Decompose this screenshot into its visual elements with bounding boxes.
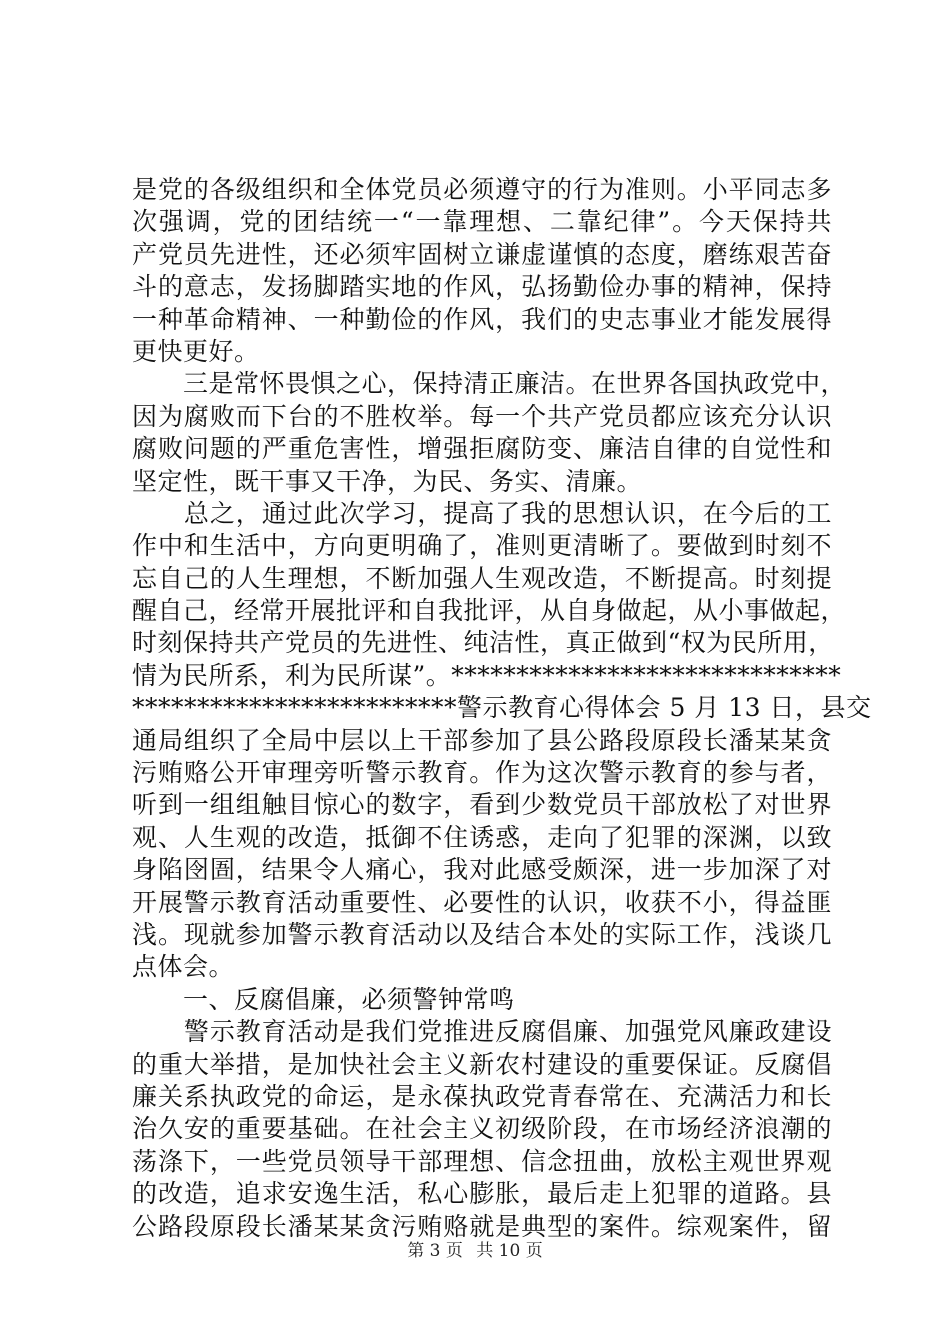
text-line: 时刻保持共产党员的先进性、纯洁性，真正做到“权为民所用， (132, 628, 834, 658)
text-line: 三是常怀畏惧之心，保持清正廉洁。在世界各国执政党中， (132, 369, 847, 399)
text-line: 听到一组组触目惊心的数字，看到少数党员干部放松了对世界 (132, 790, 832, 820)
text-line: 开展警示教育活动重要性、必要性的认识，收获不小，得益匪 (132, 887, 832, 917)
text-line: 忘自己的人生理想，不断加强人生观改造，不断提高。时刻提 (132, 563, 832, 593)
text-line: 通局组织了全局中层以上干部参加了县公路段原段长潘某某贪 (132, 725, 832, 755)
text-line: 产党员先进性，还必须牢固树立谦虚谨慎的态度，磨练艰苦奋 (132, 239, 832, 269)
text-line: 荡涤下，一些党员领导干部理想、信念扭曲，放松主观世界观 (132, 1146, 832, 1176)
text-line: 坚定性，既干事又干净，为民、务实、清廉。 (132, 466, 643, 496)
text-line: 观、人生观的改造，抵御不住诱惑，走向了犯罪的深渊，以致 (132, 822, 832, 852)
text-line: 的改造，追求安逸生活，私心膨胀，最后走上犯罪的道路。县 (132, 1179, 832, 1209)
text-line: 是党的各级组织和全体党员必须遵守的行为准则。小平同志多 (132, 175, 832, 204)
text-line: 公路段原段长潘某某贪污贿赂就是典型的案件。综观案件，留 (132, 1211, 832, 1241)
text-line: 腐败问题的严重危害性，增强拒腐防变、廉洁自律的自觉性和 (132, 434, 832, 464)
text-line: 更快更好。 (132, 336, 260, 366)
text-line: 醒自己，经常开展批评和自我批评，从自身做起，从小事做起， (132, 596, 847, 626)
text-line: 一种革命精神、一种勤俭的作风，我们的史志事业才能发展得 (132, 304, 832, 334)
page-number: 第 3 页 (407, 1241, 463, 1261)
text-line: 警示教育活动是我们党推进反腐倡廉、加强党风廉政建设 (132, 1017, 832, 1047)
text-line: 斗的意志，发扬脚踏实地的作风，弘扬勤俭办事的精神，保持 (132, 272, 832, 302)
text-line: 因为腐败而下台的不胜枚举。每一个共产党员都应该充分认识 (132, 401, 832, 431)
text-line: 廉关系执政党的命运，是永葆执政党青春常在、充满活力和长 (132, 1081, 832, 1111)
page-footer (0, 1240, 950, 1262)
text-line: 污贿赂公开审理旁听警示教育。作为这次警示教育的参与者， (132, 758, 832, 788)
text-line: 情为民所系，利为民所谋”。****************************** (132, 660, 842, 690)
text-line: 总之，通过此次学习，提高了我的思想认识，在今后的工 (132, 498, 832, 528)
text-line: 身陷囹圄，结果令人痛心，我对此感受颇深，进一步加深了对 (132, 855, 832, 885)
text-line: 浅。现就参加警示教育活动以及结合本处的实际工作，浅谈几 (132, 919, 832, 949)
text-line: *************************警示教育心得体会 5 月 13 日，县交 (132, 693, 872, 723)
text-line: 点体会。 (132, 952, 235, 982)
text-line: 作中和生活中，方向更明确了，准则更清晰了。要做到时刻不 (132, 531, 832, 561)
text-line: 次强调，党的团结统一“一靠理想、二靠纪律”。今天保持共 (132, 207, 832, 237)
page-total: 共 10 页 (476, 1241, 543, 1261)
body-text (132, 174, 872, 1243)
text-line: 治久安的重要基础。在社会主义初级阶段，在市场经济浪潮的 (132, 1114, 832, 1144)
section-heading: 一、反腐倡廉，必须警钟常鸣 (132, 984, 515, 1014)
text-line: 的重大举措，是加快社会主义新农村建设的重要保证。反腐倡 (132, 1049, 832, 1079)
